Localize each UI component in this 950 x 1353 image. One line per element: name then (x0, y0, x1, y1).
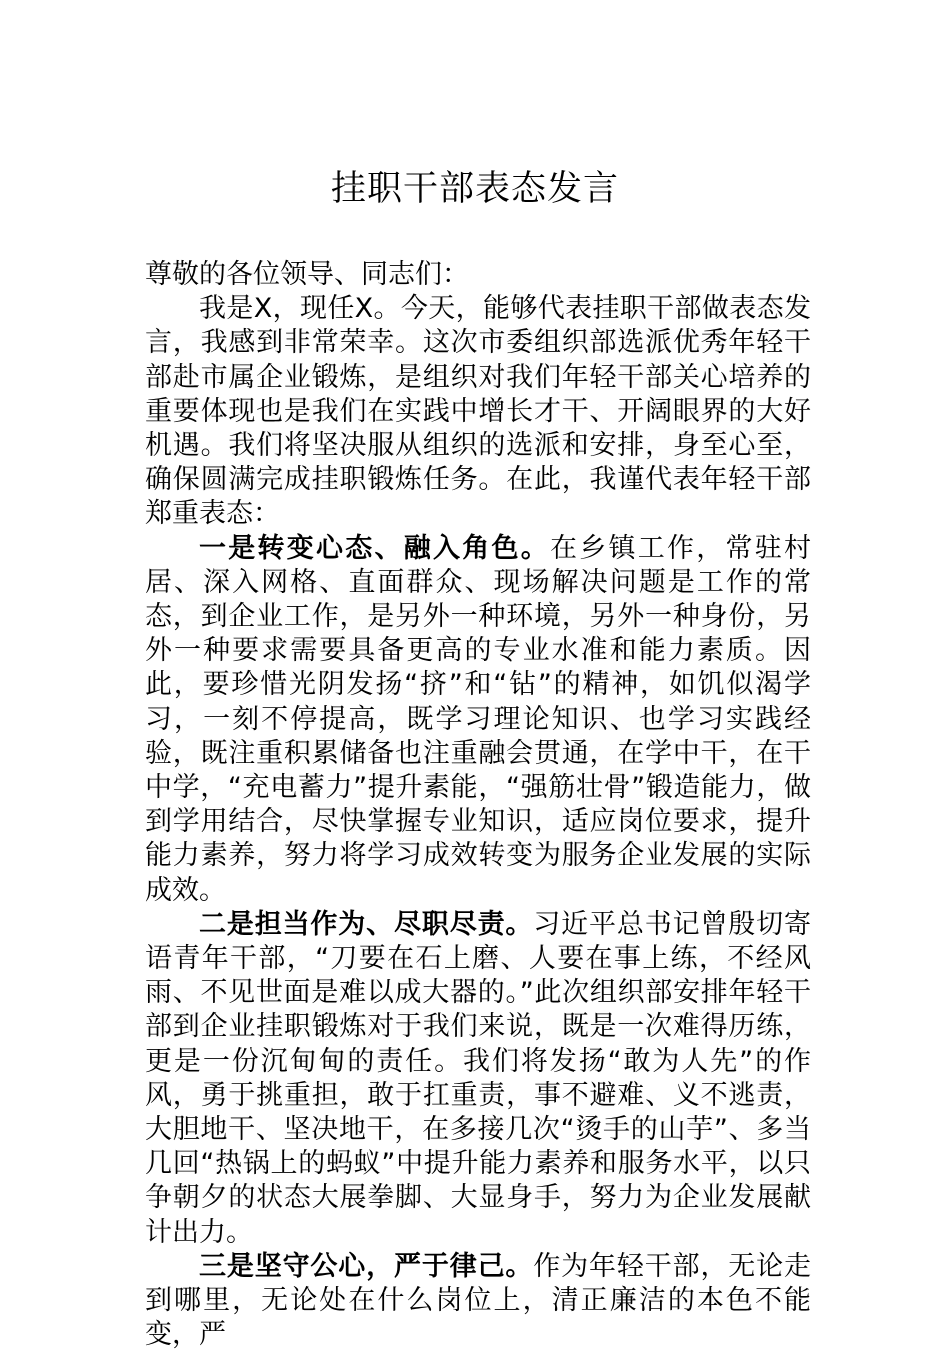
document-body (145, 258, 811, 1353)
section-paragraph-2 (145, 908, 811, 1250)
section-heading-1: 一是转变心态、融入角色。 (199, 532, 550, 564)
salutation: 尊敬的各位领导、同志们： (145, 259, 469, 290)
section-paragraph-1 (145, 532, 811, 908)
section-heading-3: 三是坚守公心，严于律己。 (199, 1250, 534, 1282)
section-text-2: 习近平总书记曾殷切寄语青年干部，“刀要在石上磨、人要在事上练，不经风雨、不见世面是难以成大器的。”此次组织部安排年轻干部到企业挂职锻炼对于我们来说，既是一次难得历练，更是一份沉甸甸的责任。我们将发扬“敢为人先”的作风，勇于挑重担，敢于扛重责，事不避难、义不逃责，大胆地干、坚决地干，在多接几次“烫手的山芋”、多当几回“热锅上的蚂蚁”中提升能力素养和服务水平，以只争朝夕的状态大展拳脚、大显身手，努力为企业发展献计出力。 (145, 908, 812, 1248)
section-paragraph-3 (145, 1250, 811, 1353)
section-heading-2: 二是担当作为、尽职尽责。 (199, 908, 534, 940)
section-text-3: 作为年轻干部，无论走到哪里，无论处在什么岗位上，清正廉洁的本色不能变，严 (145, 1250, 812, 1351)
intro-paragraph: 我是X，现任X。今天，能够代表挂职干部做表态发言，我感到非常荣幸。这次市委组织部选派优秀年轻干部赴市属企业锻炼，是组织对我们年轻干部关心培养的重要体现也是我们在实践中增长才干、开阔眼界的大好机遇。我们将坚决服从组织的选派和安排，身至心至，确保圆满完成挂职锻炼任务。在此，我谨代表年轻干部郑重表态： (145, 293, 811, 530)
section-text-1: 在乡镇工作，常驻村居、深入网格、直面群众、现场解决问题是工作的常态，到企业工作，是另外一种环境，另外一种身份，另外一种要求需要具备更高的专业水准和能力素质。因此，要珍惜光阴发扬“挤”和“钻”的精神，如饥似渴学习，一刻不停提高，既学习理论知识、也学习实践经验，既注重积累储备也注重融会贯通，在学中干，在干中学，“充电蓄力”提升素能，“强筋壮骨”锻造能力，做到学用结合，尽快掌握专业知识，适应岗位要求，提升能力素养，努力将学习成效转变为服务企业发展的实际成效。 (145, 532, 811, 906)
document-title: 挂职干部表态发言 (330, 169, 619, 209)
